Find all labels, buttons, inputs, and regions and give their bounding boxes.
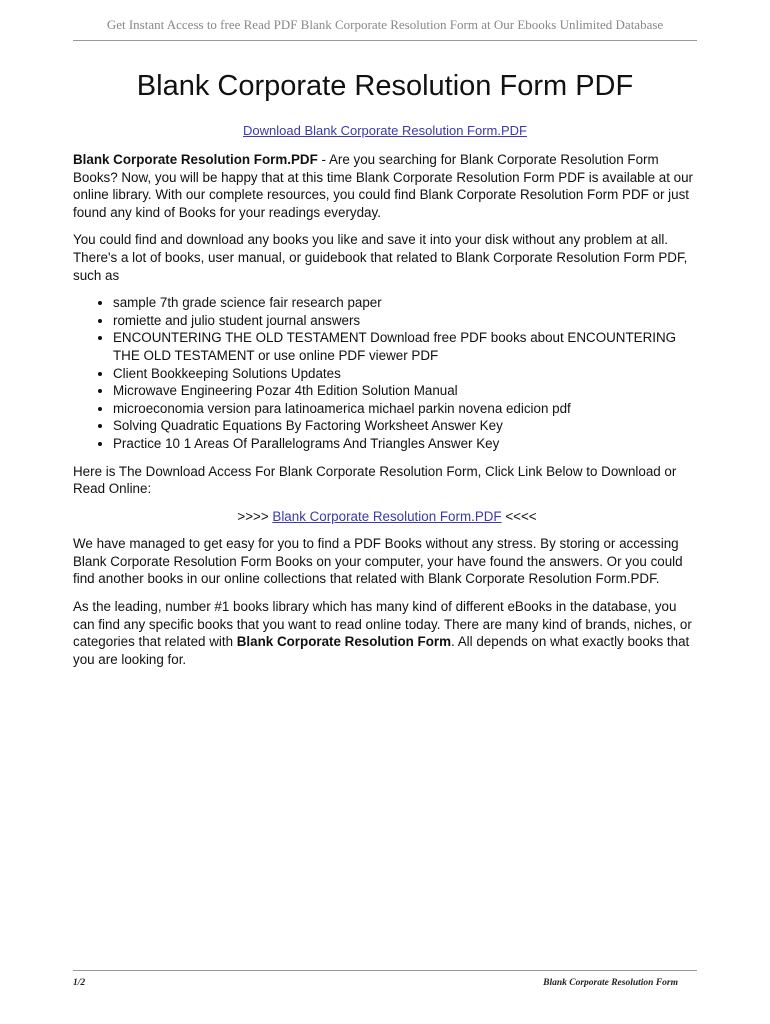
download-link-line (0, 123, 770, 138)
intro-lead: Blank Corporate Resolution Form.PDF (73, 152, 318, 167)
header-divider (73, 40, 697, 41)
related-books-list (73, 294, 701, 452)
intro-paragraph (73, 151, 701, 221)
page-number: 1/2 (73, 978, 86, 988)
list-item: • Microwave Engineering Pozar 4th Edition Solution Manual (113, 382, 701, 400)
paragraph-5-after: . All depends on what exactly books that you are looking for. (73, 634, 690, 667)
paragraph-5 (73, 598, 701, 668)
document-title: Blank Corporate Resolution Form PDF (136, 70, 634, 102)
paragraph-4: We have managed to get easy for you to find a PDF Books without any stress. By storing or accessing Blank Corporate Resolution Form Books on your computer, your have found the answers. Or you could find another books in our online collections that related with Blank Corporate Resolution Form.PDF. (73, 536, 683, 587)
footer-divider (73, 970, 697, 971)
document-body (73, 151, 701, 678)
link-suffix: <<<< (501, 508, 537, 524)
paragraph-2: You could find and download any books you like and save it into your disk without any problem at all. There's a lot of books, user manual, or guidebook that related to Blank Corporate Resolution Form PDF, such as (73, 232, 688, 283)
list-item: • Client Bookkeeping Solutions Updates (113, 365, 701, 383)
footer-title: Blank Corporate Resolution Form (543, 978, 678, 988)
list-item: • microeconomia version para latinoamerica michael parkin novena edicion pdf (113, 400, 701, 418)
download-link[interactable]: Download Blank Corporate Resolution Form.PDF (243, 123, 527, 138)
list-item: • Practice 10 1 Areas Of Parallelograms And Triangles Answer Key (113, 435, 701, 453)
paragraph-3: Here is The Download Access For Blank Corporate Resolution Form, Click Link Below to Download or Read Online: (73, 463, 677, 497)
paragraph-5-bold: Blank Corporate Resolution Form (236, 634, 452, 650)
paragraph-5-before: As the leading, number #1 books library which has many kind of different eBooks in the database, you can find any specific books that you want to read online today. There are many kind of brands, niches, or categories that related with (73, 599, 692, 650)
link-prefix: >>>> (237, 508, 273, 524)
read-online-link-line (73, 508, 701, 526)
page-header: Get Instant Access to free Read PDF Blank Corporate Resolution Form at Our Ebooks Unlimited Database (106, 17, 664, 32)
intro-text: - Are you searching for Blank Corporate Resolution Form Books? Now, you will be happy that at this time Blank Corporate Resolution Form PDF is available at our online library. With our complete resources, you could find Blank Corporate Resolution Form PDF or just found any kind of Books for your readings everyday. (73, 152, 693, 220)
list-item: • sample 7th grade science fair research paper (113, 294, 701, 312)
read-online-link[interactable]: Blank Corporate Resolution Form.PDF (272, 508, 502, 524)
list-item: • ENCOUNTERING THE OLD TESTAMENT Download free PDF books about ENCOUNTERING THE OLD TESTAMENT or use online PDF viewer PDF (113, 329, 701, 364)
list-item: • Solving Quadratic Equations By Factoring Worksheet Answer Key (113, 417, 701, 435)
list-item: • romiette and julio student journal answers (113, 312, 701, 330)
